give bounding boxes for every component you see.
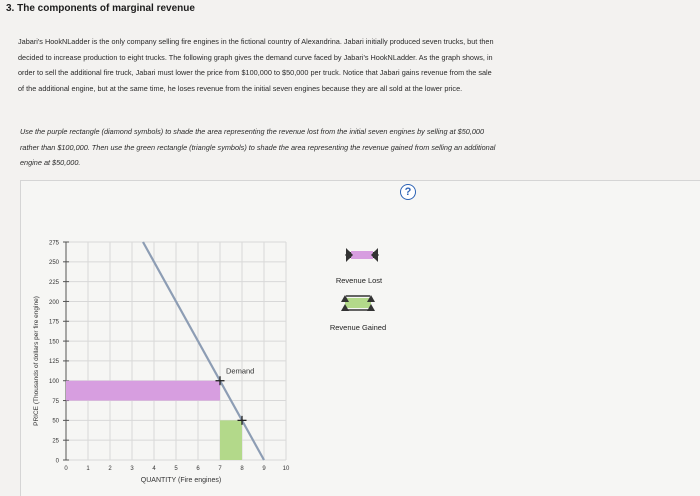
grid	[66, 242, 286, 460]
x-tick-label: 6	[196, 466, 200, 472]
x-tick-label: 5	[174, 466, 178, 472]
instruction-line: Use the purple rectangle (diamond symbols) to shade the area representing the revenue lost from the initial seven engines by selling at $50,000	[20, 127, 485, 136]
intro-line: order to sell the additional fire truck, Jabari must lower the price from $100,000 to $50,000 per truck. Notice that Jabari gains revenue from the sale	[18, 68, 492, 77]
revenue-lost-rect	[66, 381, 220, 401]
legend	[330, 248, 386, 332]
y-tick-label: 225	[48, 279, 59, 286]
y-tick-label: 50	[52, 418, 59, 425]
demand-curve	[143, 242, 264, 460]
y-tick-label: 175	[48, 319, 59, 326]
revenue-gained-swatch	[345, 298, 371, 308]
y-tick-label: 200	[48, 299, 59, 306]
axes	[49, 240, 290, 472]
intro-line: decided to increase production to eight trucks. The following graph gives the demand curve faced by Jabari's HookNLadder. As the graph shows, in	[18, 52, 493, 62]
revenue-lost-tool[interactable]	[345, 248, 379, 262]
x-tick-label: 9	[262, 466, 266, 472]
y-tick-label: 75	[52, 398, 59, 405]
y-axis-title: PRICE (Thousands of dollars per fire engine)	[33, 296, 40, 426]
y-tick-label: 150	[48, 339, 59, 346]
y-tick-label: 275	[48, 240, 59, 247]
x-tick-label: 10	[282, 466, 290, 472]
intro-line: of the additional engine, but at the same time, he loses revenue from the initial seven engines because they are all sold at the lower price.	[18, 83, 463, 93]
y-tick-label: 25	[52, 438, 59, 445]
y-tick-label: 100	[48, 379, 59, 386]
revenue-gained-tool[interactable]	[341, 295, 375, 311]
revenue-lost-swatch	[351, 251, 373, 259]
demand-line	[143, 242, 264, 460]
x-tick-label: 4	[152, 466, 156, 472]
y-tick-label: 0	[55, 458, 59, 465]
x-axis-title: QUANTITY (Fire engines)	[140, 477, 222, 484]
y-tick-label: 250	[48, 260, 59, 267]
x-tick-label: 1	[86, 466, 90, 472]
x-tick-label: 0	[64, 466, 68, 472]
instruction-line: rather than $100,000. Then use the green rectangle (triangle symbols) to shade the area representing the revenue gained from selling an additional	[20, 142, 496, 152]
instruction-line: engine at $50,000.	[20, 158, 81, 167]
x-tick-label: 3	[130, 466, 134, 472]
demand-curve-label: Demand	[226, 366, 255, 376]
question-heading: 3. The components of marginal revenue	[6, 3, 195, 14]
revenue-gained-rect	[220, 420, 242, 460]
x-tick-label: 2	[108, 466, 112, 472]
help-button[interactable]: ?	[400, 184, 416, 200]
revenue-gained-label: Revenue Gained	[329, 323, 387, 332]
x-tick-label: 7	[218, 466, 222, 472]
intro-line: Jabari's HookNLadder is the only company selling fire engines in the fictional country of Alexandrina. Jabari initially produced seven trucks, but then	[18, 37, 494, 46]
revenue-lost-label: Revenue Lost	[335, 276, 383, 285]
y-tick-label: 125	[48, 359, 59, 366]
x-tick-label: 8	[240, 466, 244, 472]
